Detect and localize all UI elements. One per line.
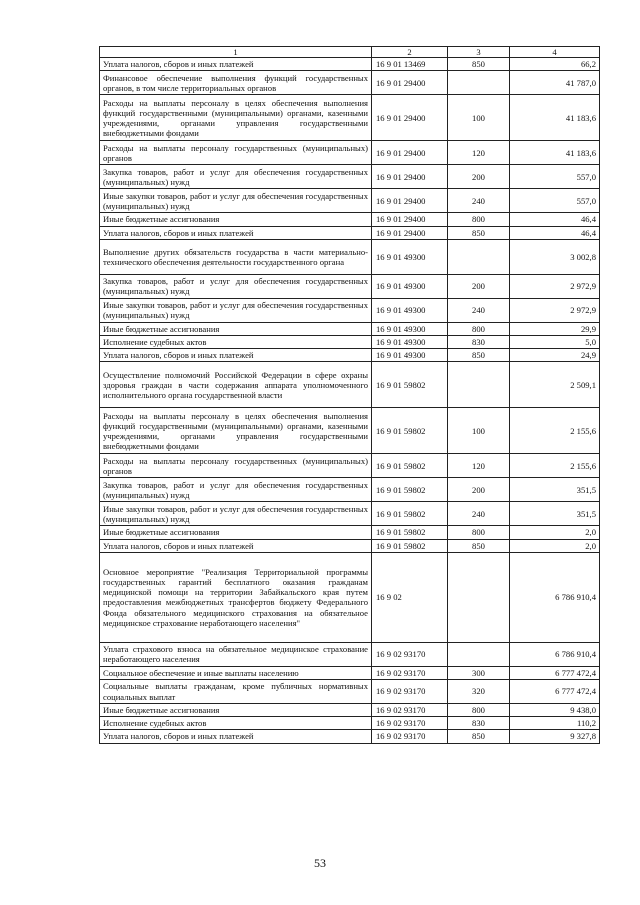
row-name-cell: Расходы на выплаты персоналу в целях обеспечения выполнения функций государственными (муниципальными) органами, казенными учреждениями, органами управления государственными внебюджетными фондами xyxy=(100,95,372,141)
row-code-cell: 16 9 01 59802 xyxy=(372,526,448,539)
row-code-cell: 16 9 02 93170 xyxy=(372,642,448,666)
row-type-cell: 320 xyxy=(448,680,510,704)
table-row xyxy=(100,274,600,298)
row-code-cell: 16 9 01 49300 xyxy=(372,298,448,322)
row-amount-cell: 2 155,6 xyxy=(510,454,600,478)
row-amount-cell: 41 787,0 xyxy=(510,71,600,95)
row-type-cell: 100 xyxy=(448,95,510,141)
table-row xyxy=(100,298,600,322)
row-name-cell: Осуществление полномочий Российской Федерации в сфере охраны здоровья граждан в части содержания аппарата уполномоченного исполнительного органа государственной власти xyxy=(100,362,372,408)
row-name-cell: Уплата налогов, сборов и иных платежей xyxy=(100,226,372,239)
row-code-cell: 16 9 01 29400 xyxy=(372,226,448,239)
row-code-cell: 16 9 01 29400 xyxy=(372,141,448,165)
row-name-cell: Уплата налогов, сборов и иных платежей xyxy=(100,58,372,71)
row-name-cell: Уплата налогов, сборов и иных платежей xyxy=(100,730,372,743)
row-amount-cell: 557,0 xyxy=(510,165,600,189)
row-type-cell xyxy=(448,642,510,666)
row-amount-cell: 2 972,9 xyxy=(510,274,600,298)
table-row xyxy=(100,349,600,362)
row-code-cell: 16 9 02 93170 xyxy=(372,704,448,717)
row-amount-cell: 9 438,0 xyxy=(510,704,600,717)
table-row xyxy=(100,322,600,335)
row-code-cell: 16 9 01 49300 xyxy=(372,349,448,362)
row-amount-cell: 2 509,1 xyxy=(510,362,600,408)
table-row xyxy=(100,666,600,679)
row-code-cell: 16 9 01 59802 xyxy=(372,502,448,526)
row-type-cell: 800 xyxy=(448,213,510,226)
table-header-row xyxy=(100,47,600,58)
row-name-cell: Закупка товаров, работ и услуг для обеспечения государственных (муниципальных) нужд xyxy=(100,478,372,502)
row-code-cell: 16 9 01 29400 xyxy=(372,95,448,141)
row-type-cell: 850 xyxy=(448,539,510,552)
row-type-cell xyxy=(448,239,510,274)
row-name-cell: Иные закупки товаров, работ и услуг для обеспечения государственных (муниципальных) нужд xyxy=(100,298,372,322)
table-row xyxy=(100,704,600,717)
row-type-cell: 300 xyxy=(448,666,510,679)
row-name-cell: Закупка товаров, работ и услуг для обеспечения государственных (муниципальных) нужд xyxy=(100,165,372,189)
row-code-cell: 16 9 02 xyxy=(372,552,448,642)
row-name-cell: Иные бюджетные ассигнования xyxy=(100,526,372,539)
header-col-4: 4 xyxy=(510,47,600,58)
row-type-cell: 200 xyxy=(448,165,510,189)
row-code-cell: 16 9 02 93170 xyxy=(372,730,448,743)
row-type-cell: 800 xyxy=(448,526,510,539)
page-number: 53 xyxy=(314,856,326,870)
row-name-cell: Расходы на выплаты персоналу государственных (муниципальных) органов xyxy=(100,454,372,478)
row-type-cell: 120 xyxy=(448,141,510,165)
table-row xyxy=(100,680,600,704)
row-name-cell: Исполнение судебных актов xyxy=(100,336,372,349)
row-type-cell: 830 xyxy=(448,717,510,730)
row-type-cell: 850 xyxy=(448,349,510,362)
row-name-cell: Уплата налогов, сборов и иных платежей xyxy=(100,349,372,362)
row-amount-cell: 2,0 xyxy=(510,526,600,539)
row-code-cell: 16 9 01 59802 xyxy=(372,454,448,478)
table-row xyxy=(100,526,600,539)
row-name-cell: Финансовое обеспечение выполнения функций государственных органов, в том числе территориальных органов xyxy=(100,71,372,95)
table-row xyxy=(100,213,600,226)
row-type-cell: 240 xyxy=(448,189,510,213)
row-type-cell: 200 xyxy=(448,478,510,502)
row-type-cell: 240 xyxy=(448,502,510,526)
row-code-cell: 16 9 01 49300 xyxy=(372,336,448,349)
table-row xyxy=(100,730,600,743)
row-amount-cell: 3 002,8 xyxy=(510,239,600,274)
row-type-cell: 120 xyxy=(448,454,510,478)
row-code-cell: 16 9 01 29400 xyxy=(372,189,448,213)
header-col-1: 1 xyxy=(100,47,372,58)
row-amount-cell: 2 155,6 xyxy=(510,408,600,454)
table-row xyxy=(100,539,600,552)
row-amount-cell: 29,9 xyxy=(510,322,600,335)
table-row xyxy=(100,165,600,189)
row-type-cell: 240 xyxy=(448,298,510,322)
row-name-cell: Иные бюджетные ассигнования xyxy=(100,704,372,717)
row-amount-cell: 6 786 910,4 xyxy=(510,642,600,666)
row-amount-cell: 557,0 xyxy=(510,189,600,213)
row-amount-cell: 351,5 xyxy=(510,478,600,502)
row-amount-cell: 9 327,8 xyxy=(510,730,600,743)
row-code-cell: 16 9 01 13469 xyxy=(372,58,448,71)
row-type-cell: 800 xyxy=(448,704,510,717)
row-code-cell: 16 9 01 59802 xyxy=(372,362,448,408)
table-row xyxy=(100,58,600,71)
table-row xyxy=(100,141,600,165)
row-code-cell: 16 9 02 93170 xyxy=(372,666,448,679)
row-type-cell: 200 xyxy=(448,274,510,298)
table-row xyxy=(100,717,600,730)
row-amount-cell: 351,5 xyxy=(510,502,600,526)
table-row xyxy=(100,336,600,349)
row-amount-cell: 24,9 xyxy=(510,349,600,362)
row-type-cell: 100 xyxy=(448,408,510,454)
row-code-cell: 16 9 01 59802 xyxy=(372,408,448,454)
table-row xyxy=(100,502,600,526)
row-type-cell: 850 xyxy=(448,58,510,71)
row-type-cell: 850 xyxy=(448,226,510,239)
row-amount-cell: 6 777 472,4 xyxy=(510,666,600,679)
row-code-cell: 16 9 02 93170 xyxy=(372,717,448,730)
row-amount-cell: 6 777 472,4 xyxy=(510,680,600,704)
row-type-cell: 850 xyxy=(448,730,510,743)
row-name-cell: Уплата налогов, сборов и иных платежей xyxy=(100,539,372,552)
table-body xyxy=(100,58,600,743)
row-name-cell: Расходы на выплаты персоналу государственных (муниципальных) органов xyxy=(100,141,372,165)
row-amount-cell: 41 183,6 xyxy=(510,95,600,141)
row-code-cell: 16 9 01 49300 xyxy=(372,274,448,298)
row-amount-cell: 5,0 xyxy=(510,336,600,349)
table-row xyxy=(100,71,600,95)
table-row xyxy=(100,454,600,478)
table-row xyxy=(100,552,600,642)
table-row xyxy=(100,642,600,666)
table-row xyxy=(100,189,600,213)
table-row xyxy=(100,478,600,502)
row-type-cell: 830 xyxy=(448,336,510,349)
row-code-cell: 16 9 01 29400 xyxy=(372,213,448,226)
row-type-cell: 800 xyxy=(448,322,510,335)
row-name-cell: Закупка товаров, работ и услуг для обеспечения государственных (муниципальных) нужд xyxy=(100,274,372,298)
row-amount-cell: 66,2 xyxy=(510,58,600,71)
row-name-cell: Социальные выплаты гражданам, кроме публичных нормативных социальных выплат xyxy=(100,680,372,704)
row-name-cell: Иные закупки товаров, работ и услуг для обеспечения государственных (муниципальных) нужд xyxy=(100,189,372,213)
row-name-cell: Иные закупки товаров, работ и услуг для обеспечения государственных (муниципальных) нужд xyxy=(100,502,372,526)
row-code-cell: 16 9 01 59802 xyxy=(372,539,448,552)
row-type-cell xyxy=(448,71,510,95)
row-type-cell xyxy=(448,552,510,642)
row-code-cell: 16 9 02 93170 xyxy=(372,680,448,704)
row-code-cell: 16 9 01 49300 xyxy=(372,239,448,274)
header-col-3: 3 xyxy=(448,47,510,58)
row-code-cell: 16 9 01 49300 xyxy=(372,322,448,335)
row-name-cell: Основное мероприятие "Реализация Территориальной программы государственных гарантий бесплатного оказания гражданам медицинской помощи на территории Забайкальского края путем предоставления межбюджетных трансфертов бюджету Федерального Фонда обязательного медицинского страхования на обязательное медицинское страхование неработающего населения" xyxy=(100,552,372,642)
row-name-cell: Социальное обеспечение и иные выплаты населению xyxy=(100,666,372,679)
row-amount-cell: 46,4 xyxy=(510,226,600,239)
row-name-cell: Иные бюджетные ассигнования xyxy=(100,322,372,335)
row-name-cell: Уплата страхового взноса на обязательное медицинское страхование неработающего населения xyxy=(100,642,372,666)
row-amount-cell: 6 786 910,4 xyxy=(510,552,600,642)
table-row xyxy=(100,226,600,239)
row-code-cell: 16 9 01 29400 xyxy=(372,71,448,95)
table-row xyxy=(100,362,600,408)
row-amount-cell: 46,4 xyxy=(510,213,600,226)
row-code-cell: 16 9 01 29400 xyxy=(372,165,448,189)
row-amount-cell: 110,2 xyxy=(510,717,600,730)
table-row xyxy=(100,239,600,274)
row-name-cell: Исполнение судебных актов xyxy=(100,717,372,730)
header-col-2: 2 xyxy=(372,47,448,58)
row-name-cell: Иные бюджетные ассигнования xyxy=(100,213,372,226)
table-row xyxy=(100,95,600,141)
row-name-cell: Расходы на выплаты персоналу в целях обеспечения выполнения функций государственными (муниципальными) органами, казенными учреждениями, органами управления государственными внебюджетными фондами xyxy=(100,408,372,454)
budget-table xyxy=(99,46,600,744)
row-amount-cell: 2 972,9 xyxy=(510,298,600,322)
row-code-cell: 16 9 01 59802 xyxy=(372,478,448,502)
row-amount-cell: 41 183,6 xyxy=(510,141,600,165)
row-type-cell xyxy=(448,362,510,408)
table-row xyxy=(100,408,600,454)
row-name-cell: Выполнение других обязательств государства в части материально-технического обеспечения деятельности государственного органа xyxy=(100,239,372,274)
row-amount-cell: 2,0 xyxy=(510,539,600,552)
